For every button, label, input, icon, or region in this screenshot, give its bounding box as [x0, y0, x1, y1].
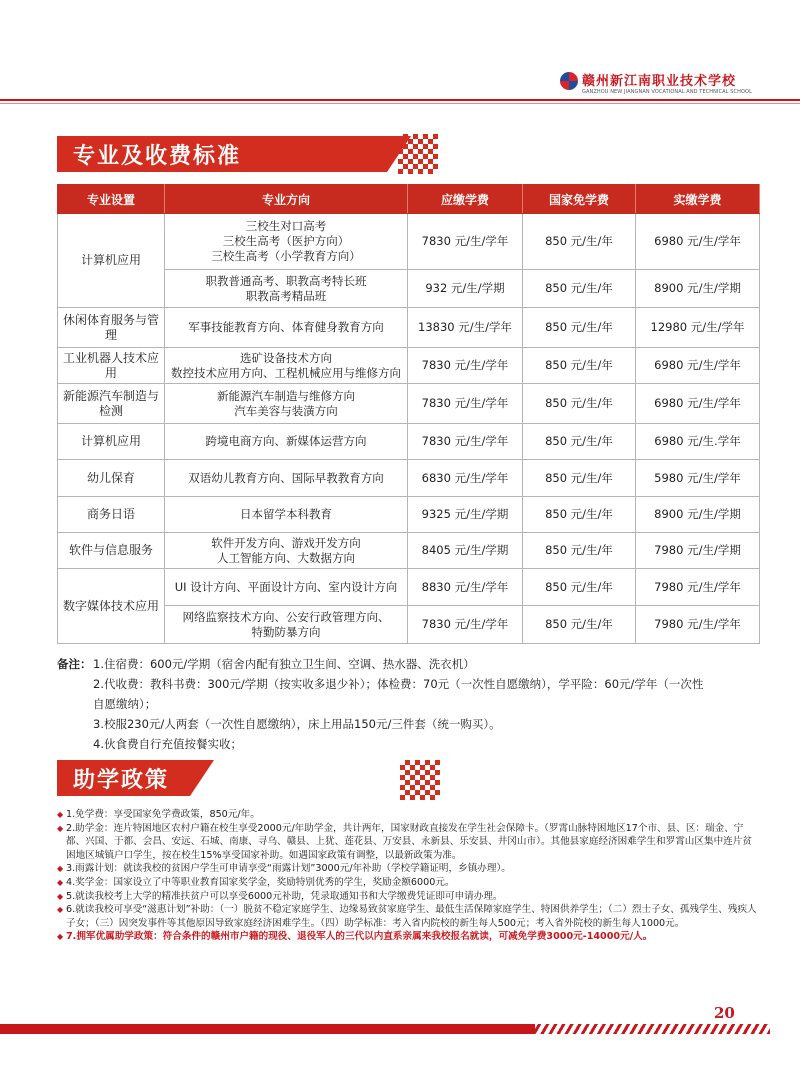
- col-header-direction: 专业方向: [165, 185, 408, 214]
- direction-cell: [165, 270, 408, 308]
- school-name: 赣州新江南职业技术学校: [582, 74, 737, 89]
- exempt-cell: 850 元/生/年: [523, 606, 636, 644]
- direction-line: 新能源汽车制造与维修方向: [217, 388, 355, 403]
- direction-line: 跨境电商方向、新媒体运营方向: [205, 434, 367, 448]
- exempt-cell: 850 元/生/年: [523, 308, 636, 348]
- table-row: [58, 569, 760, 606]
- policy-text: 5.就读我校考上大学的精准扶贫户可以享受6000元补助，凭录取通知书和大学缴费凭证即可申请办理。: [66, 890, 503, 902]
- note-item: 自愿缴纳）；: [93, 697, 157, 711]
- note-item: 4.伙食费自行充值按餐实收；: [93, 737, 242, 751]
- due-cell: 932 元/生/学期: [408, 270, 523, 308]
- due-cell: 13830 元/生/学年: [408, 308, 523, 348]
- fee-table-header-row: [58, 185, 760, 214]
- direction-line: 日本留学本科教育: [240, 507, 332, 521]
- policy-text: 3.雨露计划：就读我校的贫困户学生可申请享受“雨露计划”3000元/年补助（学校学籍证明，乡镇办理）。: [66, 863, 511, 875]
- direction-line: 职教高考精品班: [245, 288, 327, 303]
- policy-text: 6.就读我校可享受“滋惠计划”补助：（一）脱贫不稳定家庭学生、边缘易致贫家庭学生、最低生活保障家庭学生、特困供养学生；（二）烈士子女、孤残学生、残疾人子女；（三）因突发事件等其他原因导致家庭经济困难学生。（四）助学标准：考入省内院校的新生每人500元；考入省外院校的新生每人1000元。: [66, 904, 757, 929]
- footer-bar: [0, 1024, 535, 1034]
- exempt-cell: 850 元/生/年: [523, 270, 636, 308]
- paid-cell: 5980 元/生/学年: [636, 460, 760, 497]
- major-cell: 计算机应用: [58, 214, 165, 308]
- policy-text: 2.助学金：连片特困地区农村户籍在校生享受2000元/年助学金，共计两年，国家财政直接发在学生社会保障卡。（罗霄山脉特困地区17个市、县、区：瑞金、宁都、兴国、于都、会昌、安远、石城、南康、寻乌、赣县、上犹、莲花县、万安县、永新县、乐安县、井冈山市）。其他县家庭经济困难学生和罗霄山区集中连片贫困地区城镇户口学生，按在校生15%享受国家补助。如遇国家政策有调整，以最新政策为准。: [66, 822, 752, 861]
- paid-cell: 6980 元/生/学年: [636, 348, 760, 384]
- table-row: [58, 533, 760, 569]
- table-row: [58, 348, 760, 384]
- table-row: [58, 497, 760, 533]
- col-header-major: 专业设置: [58, 185, 165, 214]
- major-cell: 新能源汽车制造与检测: [58, 384, 165, 424]
- direction-line: 特勤防暴方向: [251, 624, 321, 639]
- due-cell: 7830 元/生/学年: [408, 384, 523, 424]
- paid-cell: 6980 元/生/学年: [636, 214, 760, 270]
- section-title-aid: [57, 760, 190, 796]
- major-cell: 休闲体育服务与管理: [58, 308, 165, 348]
- direction-cell: [165, 384, 408, 424]
- policy-item: [57, 822, 757, 863]
- due-cell: 8830 元/生/学年: [408, 569, 523, 606]
- col-header-paid: 实缴学费: [636, 185, 760, 214]
- paid-cell: 7980 元/生/学年: [636, 606, 760, 644]
- header-divider-thin: [0, 103, 800, 104]
- paid-cell: 8900 元/生/学期: [636, 270, 760, 308]
- direction-line: 网络监察技术方向、公安行政管理方向、: [182, 609, 390, 624]
- section-title-aid-text: 助学政策: [73, 767, 170, 793]
- fee-notes: [57, 654, 757, 754]
- school-logo-icon: [560, 72, 578, 90]
- policy-item: [57, 808, 757, 822]
- exempt-cell: 850 元/生/年: [523, 384, 636, 424]
- bullet-icon: ◆: [57, 810, 64, 819]
- policy-item: [57, 890, 757, 904]
- exempt-cell: 850 元/生/年: [523, 348, 636, 384]
- exempt-cell: 850 元/生/年: [523, 533, 636, 569]
- direction-line: UI 设计方向、平面设计方向、室内设计方向: [174, 579, 398, 594]
- bullet-icon: ◆: [57, 823, 64, 833]
- due-cell: 7830 元/生/学年: [408, 424, 523, 460]
- direction-line: 汽车美容与装潢方向: [234, 403, 338, 418]
- due-cell: 7830 元/生/学年: [408, 348, 523, 384]
- table-row: [58, 460, 760, 497]
- direction-line: 军事技能教育方向、体育健身教育方向: [188, 320, 384, 334]
- due-cell: 7830 元/生/学年: [408, 606, 523, 644]
- paid-cell: 8900 元/生/学期: [636, 497, 760, 533]
- direction-line: 选矿设备技术方向: [240, 350, 332, 365]
- paid-cell: 6980 元/生.学年: [636, 424, 760, 460]
- due-cell: 7830 元/生/学年: [408, 214, 523, 270]
- bullet-icon: ◆: [57, 877, 64, 887]
- exempt-cell: 850 元/生/年: [523, 569, 636, 606]
- exempt-cell: 850 元/生/年: [523, 460, 636, 497]
- paid-cell: 12980 元/生/学年: [636, 308, 760, 348]
- paid-cell: 7980 元/生/学期: [636, 533, 760, 569]
- checker-pattern-icon: [400, 760, 440, 800]
- paid-cell: 7980 元/生/学年: [636, 569, 760, 606]
- note-item: 1.住宿费：600元/学期（宿舍内配有独立卫生间、空调、热水器、洗衣机）: [93, 657, 475, 671]
- major-cell: 数字媒体技术应用: [58, 569, 165, 644]
- direction-line: 三校生高考（医护方向）: [222, 234, 350, 248]
- bullet-icon: ◆: [57, 864, 64, 874]
- major-cell: 软件与信息服务: [58, 533, 165, 569]
- direction-line: 数控技术应用方向、工程机械应用与维修方向: [171, 365, 401, 380]
- policy-item: [57, 862, 757, 876]
- direction-line: 双语幼儿教育方向、国际早教教育方向: [188, 470, 384, 485]
- policy-item: [57, 903, 757, 930]
- note-row: [57, 654, 757, 674]
- direction-line: 职教普通高考、职教高考特长班: [205, 273, 367, 288]
- footer-stripe-pattern: [530, 1024, 770, 1034]
- direction-cell: [165, 214, 408, 270]
- exempt-cell: 850 元/生/年: [523, 424, 636, 460]
- direction-cell: [165, 424, 408, 460]
- note-item: 2.代收费：教科书费：300元/学期（按实收多退少补）；体检费：70元（一次性自愿缴纳），学平险：60元/学年（一次性: [93, 677, 704, 691]
- notes-label: 备注：: [57, 657, 92, 671]
- direction-cell: [165, 348, 408, 384]
- header-divider: [0, 99, 800, 101]
- col-header-exempt: 国家免学费: [523, 185, 636, 214]
- policy-text: 7.拥军优属助学政策：符合条件的赣州市户籍的现役、退役军人的三代以内直系亲属来我校报名就读，可减免学费3000元-14000元/人。: [66, 931, 653, 943]
- major-cell: 工业机器人技术应用: [58, 348, 165, 384]
- checker-pattern-icon: [398, 134, 438, 174]
- policy-text: 4.奖学金：国家设立了中等职业教育国家奖学金，奖励特别优秀的学生，奖励金额6000元。: [66, 876, 455, 888]
- direction-cell: [165, 460, 408, 497]
- section-title-fees: [57, 136, 387, 172]
- direction-cell: [165, 569, 408, 606]
- major-cell: 计算机应用: [58, 424, 165, 460]
- col-header-due: 应缴学费: [408, 185, 523, 214]
- direction-line: 人工智能方向、大数据方向: [217, 550, 355, 565]
- direction-line: 软件开发方向、游戏开发方向: [211, 535, 361, 550]
- exempt-cell: 850 元/生/年: [523, 497, 636, 533]
- table-row: [58, 214, 760, 270]
- direction-cell: [165, 606, 408, 644]
- table-row: [58, 308, 760, 348]
- page-number: 20: [714, 1004, 735, 1022]
- school-name-en: GANZHOU NEW JIANGNAN VOCATIONAL AND TECHNICAL SCHOOL: [582, 89, 752, 95]
- due-cell: 8405 元/生/学期: [408, 533, 523, 569]
- table-row: [58, 384, 760, 424]
- table-row: [58, 424, 760, 460]
- due-cell: 6830 元/生/学年: [408, 460, 523, 497]
- due-cell: 9325 元/生/学期: [408, 497, 523, 533]
- direction-cell: [165, 308, 408, 348]
- aid-policies: [57, 808, 757, 944]
- direction-cell: [165, 497, 408, 533]
- direction-cell: [165, 533, 408, 569]
- section-title-fees-text: 专业及收费标准: [73, 143, 242, 169]
- policy-text: 1.免学费：享受国家免学费政策，850元/年。: [66, 809, 260, 820]
- policy-item-highlight: [57, 930, 757, 944]
- bullet-icon: ◆: [57, 932, 64, 942]
- major-cell: 商务日语: [58, 497, 165, 533]
- note-item: 3.校服230元/人两套（一次性自愿缴纳），床上用品150元/三件套（统一购买）。: [93, 717, 501, 731]
- fee-table: [57, 184, 760, 644]
- section-bar-tip: [190, 760, 214, 796]
- major-cell: 幼儿保育: [58, 460, 165, 497]
- direction-line: 三校生对口高考: [245, 219, 327, 233]
- direction-line: 三校生高考（小学教育方向）: [211, 249, 361, 263]
- policy-item: [57, 876, 757, 890]
- exempt-cell: 850 元/生/年: [523, 214, 636, 270]
- paid-cell: 6980 元/生/学年: [636, 384, 760, 424]
- bullet-icon: ◆: [57, 891, 64, 901]
- bullet-icon: ◆: [57, 905, 64, 915]
